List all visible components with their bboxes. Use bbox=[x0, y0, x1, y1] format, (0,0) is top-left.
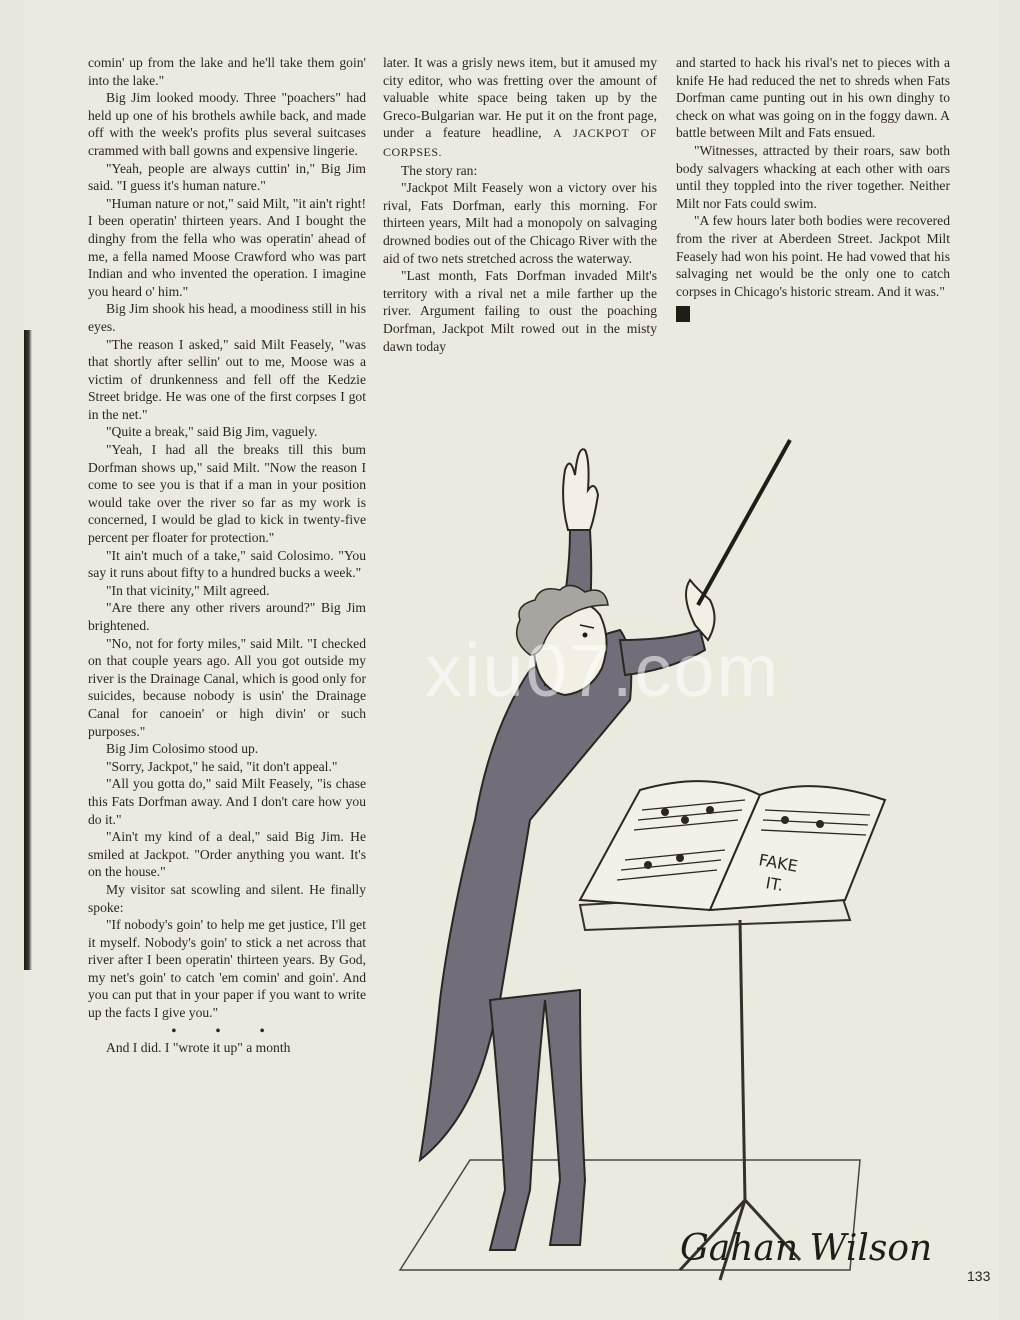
paragraph: "Yeah, I had all the breaks till this bum Dorfman shows up," said Milt. "Now the reason I come to see you is that if a man in your position would take over the river so far as my work is concerned, I would be glad to kick in twenty-five percent per floater for protection." bbox=[88, 442, 366, 546]
paragraph-text: later. It was a grisly news item, but it amused my city editor, who was fretting over the amount of valuable white space being taken up by the Greco-Bulgarian war. He put it on the front page, under a feature headline, bbox=[383, 55, 657, 141]
paragraph: "Human nature or not," said Milt, "it ain't right! I been operatin' thirteen years. And I bought the dinghy from the fella who was operatin' ahead of me, a fella named Moose Crawford who was part Indian and who invented the operation. I imagine you heard o' him." bbox=[88, 195, 366, 299]
paragraph: "In that vicinity," Milt agreed. bbox=[106, 582, 270, 598]
conductor-cartoon bbox=[380, 400, 980, 1290]
paragraph: Big Jim looked moody. Three "poachers" had held up one of his brothels awhile back, and made off with the week's profits plus several suitcases crammed with ball gowns and expensive lingerie. bbox=[88, 90, 366, 158]
paragraph: "Witnesses, attracted by their roars, saw both body salvagers whacking at each other with oars until they toppled into the river together. Neither Milt nor Fats could swim. bbox=[676, 142, 950, 211]
paragraph: "Sorry, Jackpot," he said, "it don't appeal." bbox=[106, 758, 338, 774]
music-stand bbox=[580, 890, 850, 1280]
conductor-arm-forward bbox=[620, 630, 705, 675]
paragraph: Big Jim shook his head, a moodiness still in his eyes. bbox=[88, 301, 366, 334]
binding-shadow bbox=[24, 330, 32, 970]
paragraph: "If nobody's goin' to help me get justice, I'll get it myself. Nobody's goin' to stick a net across that river after I been operatin' thirteen years. By God, my net's goin' to catch 'em comin' and goin'. And you can put that in your paper if you want to write up the facts I give you." bbox=[88, 917, 366, 1021]
paragraph: My visitor sat scowling and silent. He finally spoke: bbox=[88, 881, 366, 915]
score-text-fake: FAKE bbox=[757, 850, 800, 876]
paragraph: "Are there any other rivers around?" Big Jim brightened. bbox=[88, 600, 366, 633]
watermark: xiu07.com bbox=[425, 629, 781, 712]
paragraph: And I did. I "wrote it up" a month bbox=[106, 1040, 291, 1056]
page-number: 133 bbox=[967, 1268, 991, 1284]
conductor-baton bbox=[698, 440, 790, 605]
paragraph: "Jackpot Milt Feasely won a victory over his rival, Fats Dorfman, early this morning. For thirteen years, Milt had a monopoly on salvaging drowned bodies out of the Chicago River with the aid of two nets stretched across the waterway. bbox=[383, 180, 657, 266]
paragraph: "Quite a break," said Big Jim, vaguely. bbox=[106, 424, 318, 440]
article-column-3 bbox=[676, 54, 950, 322]
paragraph: "A few hours later both bodies were recovered from the river at Aberdeen Street. Jackpot Milt Feasely had won his point. He had vowed that his salvaging net would be the only one to catch corpses in Chicago's historic stream. And it was." bbox=[676, 213, 950, 299]
paragraph: "All you gotta do," said Milt Feasely, "is chase this Fats Dorfman away. And I don't care how you do it." bbox=[88, 776, 366, 827]
paragraph: "No, not for forty miles," said Milt. "I checked on that couple years ago. All you got outside my river is the Drainage Canal, which is good only for suicides, because nobody is usin' the Drainage Canal for canoein' or high divin' or such purposes." bbox=[88, 635, 366, 739]
feature-headline: A JACKPOT OF CORPSES. bbox=[383, 126, 657, 159]
article-column-2 bbox=[383, 54, 657, 355]
paragraph: "Ain't my kind of a deal," said Big Jim. He smiled at Jackpot. "Order anything you want. It's on the house." bbox=[88, 829, 366, 880]
paragraph: The story ran: bbox=[401, 162, 478, 178]
article-column-1 bbox=[88, 54, 366, 1057]
paragraph: "Yeah, people are always cuttin' in," Big Jim said. "I guess it's human nature." bbox=[88, 160, 366, 194]
paragraph: "Last month, Fats Dorfman invaded Milt's territory with a rival net a mile farther up the river. Argument failing to oust the poaching Dorfman, Jackpot Milt rowed out in the misty dawn today bbox=[383, 268, 657, 354]
score-book bbox=[580, 781, 885, 910]
paragraph: comin' up from the lake and he'll take them goin' into the lake." bbox=[88, 55, 366, 88]
paragraph: "It ain't much of a take," said Colosimo. "You say it runs about fifty to a hundred bucks a week." bbox=[88, 547, 366, 581]
conductor-raised-hand bbox=[563, 449, 598, 530]
paragraph: Big Jim Colosimo stood up. bbox=[106, 741, 259, 757]
paragraph: and started to hack his rival's net to pieces with a knife He had reduced the net to shreds when Fats Dorfman came punting out in his own dinghy to check on what was going on in the foggy dawn. A battle between Milt and Fats ensued. bbox=[676, 55, 950, 141]
conductor-legs bbox=[490, 990, 585, 1250]
playboy-bunny-end-mark-icon bbox=[676, 306, 690, 322]
paragraph: "The reason I asked," said Milt Feasely, "was that shortly after sellin' out to me, Moose was a victim of drunkenness and fell off the Kedzie Street bridge. He was one of the first corpses I got in the net." bbox=[88, 336, 366, 422]
section-break: • • • bbox=[171, 1022, 283, 1038]
paragraph bbox=[383, 54, 657, 162]
conductor-baton-hand bbox=[686, 580, 715, 640]
score-text-it: IT. bbox=[764, 873, 786, 896]
artist-signature: Gahan Wilson bbox=[680, 1228, 933, 1269]
